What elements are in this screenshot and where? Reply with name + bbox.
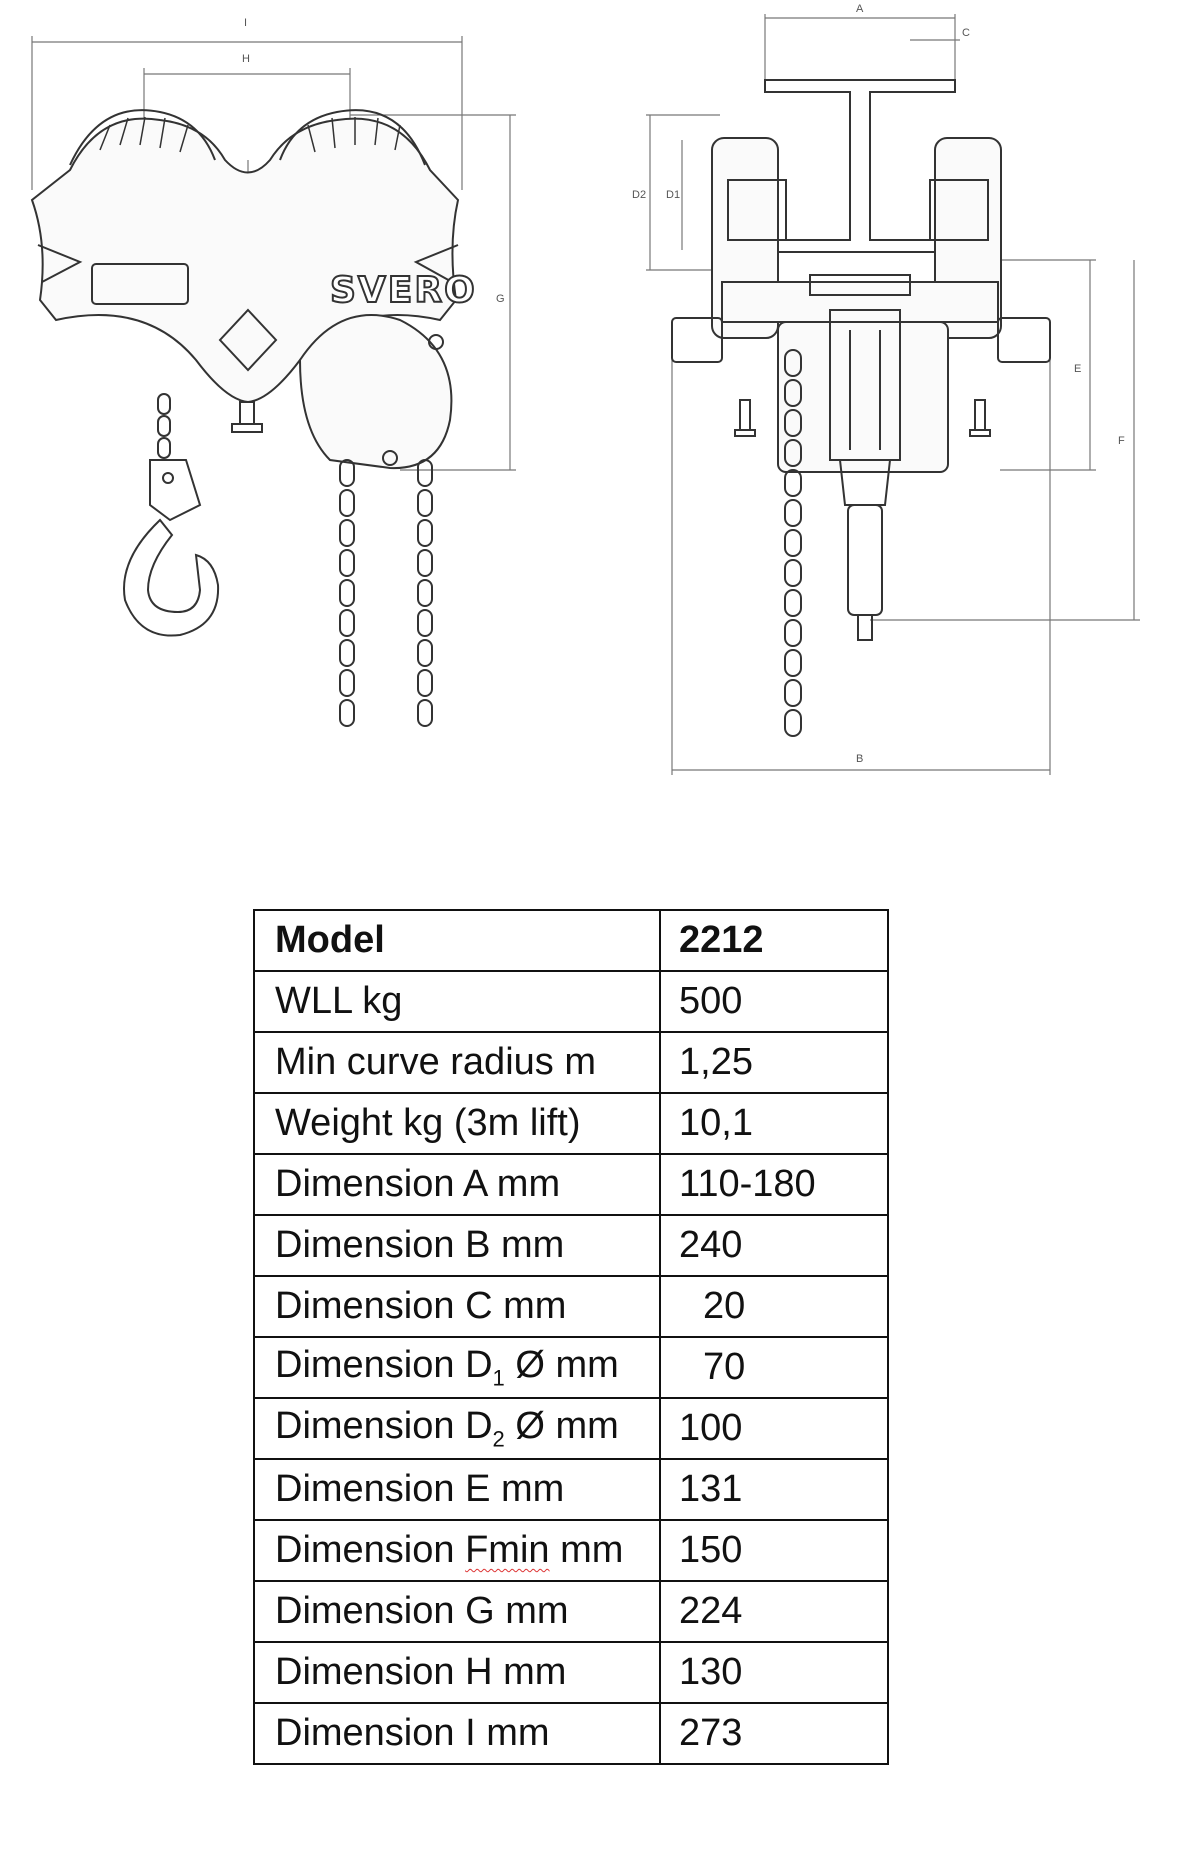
- dim-label-d2: D2: [632, 189, 647, 201]
- dim-label-f: F: [1118, 435, 1125, 447]
- dim-label-a: A: [856, 3, 864, 15]
- table-row: [254, 1459, 888, 1520]
- dim-label-c: C: [962, 27, 970, 39]
- row-value: 500: [660, 971, 888, 1032]
- dim-label-h: H: [242, 53, 250, 65]
- row-value: 70: [660, 1337, 888, 1398]
- table-row: [254, 1154, 888, 1215]
- hand-chains: [340, 460, 432, 726]
- label-suffix: Ø mm: [504, 1343, 619, 1386]
- spec-table: [253, 909, 889, 1765]
- table-row: [254, 1398, 888, 1459]
- table-row: [254, 1337, 888, 1398]
- label-suffix: Ø mm: [504, 1404, 619, 1447]
- table-row: [254, 1032, 888, 1093]
- row-value: 1,25: [660, 1032, 888, 1093]
- row-label: [254, 1337, 660, 1398]
- table-row: [254, 1520, 888, 1581]
- load-chain: [158, 394, 170, 458]
- i-beam: [765, 80, 955, 252]
- row-label: Dimension I mm: [254, 1703, 660, 1764]
- table-row: [254, 971, 888, 1032]
- label-subscript: 1: [492, 1365, 505, 1391]
- row-label: WLL kg: [254, 971, 660, 1032]
- row-value: 10,1: [660, 1093, 888, 1154]
- technical-drawing: [0, 0, 1200, 800]
- table-row: [254, 1642, 888, 1703]
- header-value: 2212: [660, 910, 888, 971]
- table-row: [254, 1703, 888, 1764]
- gear-cover: [300, 315, 451, 468]
- row-label: Dimension E mm: [254, 1459, 660, 1520]
- label-prefix: Dimension D: [275, 1404, 493, 1447]
- row-value: 240: [660, 1215, 888, 1276]
- row-value: 224: [660, 1581, 888, 1642]
- hook-block: [150, 460, 200, 520]
- row-label: [254, 1398, 660, 1459]
- row-label: Dimension G mm: [254, 1581, 660, 1642]
- table-row: [254, 1093, 888, 1154]
- table-row: [254, 1581, 888, 1642]
- row-label: Dimension B mm: [254, 1215, 660, 1276]
- header-label: Model: [254, 910, 660, 971]
- brand-logo: SVERO: [330, 270, 477, 311]
- row-value: 20: [660, 1276, 888, 1337]
- row-label: [254, 1520, 660, 1581]
- spellcheck-marked-word: Fmin: [465, 1529, 550, 1571]
- dim-label-d1: D1: [666, 189, 681, 201]
- table-row: [254, 1276, 888, 1337]
- row-value: 100: [660, 1398, 888, 1459]
- row-label: Weight kg (3m lift): [254, 1093, 660, 1154]
- side-view: [32, 36, 516, 726]
- dim-label-g: G: [496, 293, 505, 305]
- hook-profile: [848, 505, 882, 615]
- row-value: 130: [660, 1642, 888, 1703]
- label-prefix: Dimension D: [275, 1343, 493, 1386]
- label-prefix: Dimension: [275, 1529, 466, 1571]
- front-view: [646, 14, 1140, 775]
- row-value: 131: [660, 1459, 888, 1520]
- row-value: 110-180: [660, 1154, 888, 1215]
- table-header-row: [254, 910, 888, 971]
- label-suffix: mm: [549, 1529, 624, 1571]
- dim-label-i: I: [244, 17, 248, 29]
- row-value: 273: [660, 1703, 888, 1764]
- dim-label-b: B: [856, 753, 864, 765]
- label-subscript: 2: [492, 1426, 505, 1452]
- row-label: Dimension C mm: [254, 1276, 660, 1337]
- row-value: 150: [660, 1520, 888, 1581]
- hook-icon: [124, 520, 218, 636]
- dim-label-e: E: [1074, 363, 1082, 375]
- row-label: Dimension H mm: [254, 1642, 660, 1703]
- row-label: Min curve radius m: [254, 1032, 660, 1093]
- table-row: [254, 1215, 888, 1276]
- row-label: Dimension A mm: [254, 1154, 660, 1215]
- hoist-body: [778, 322, 948, 472]
